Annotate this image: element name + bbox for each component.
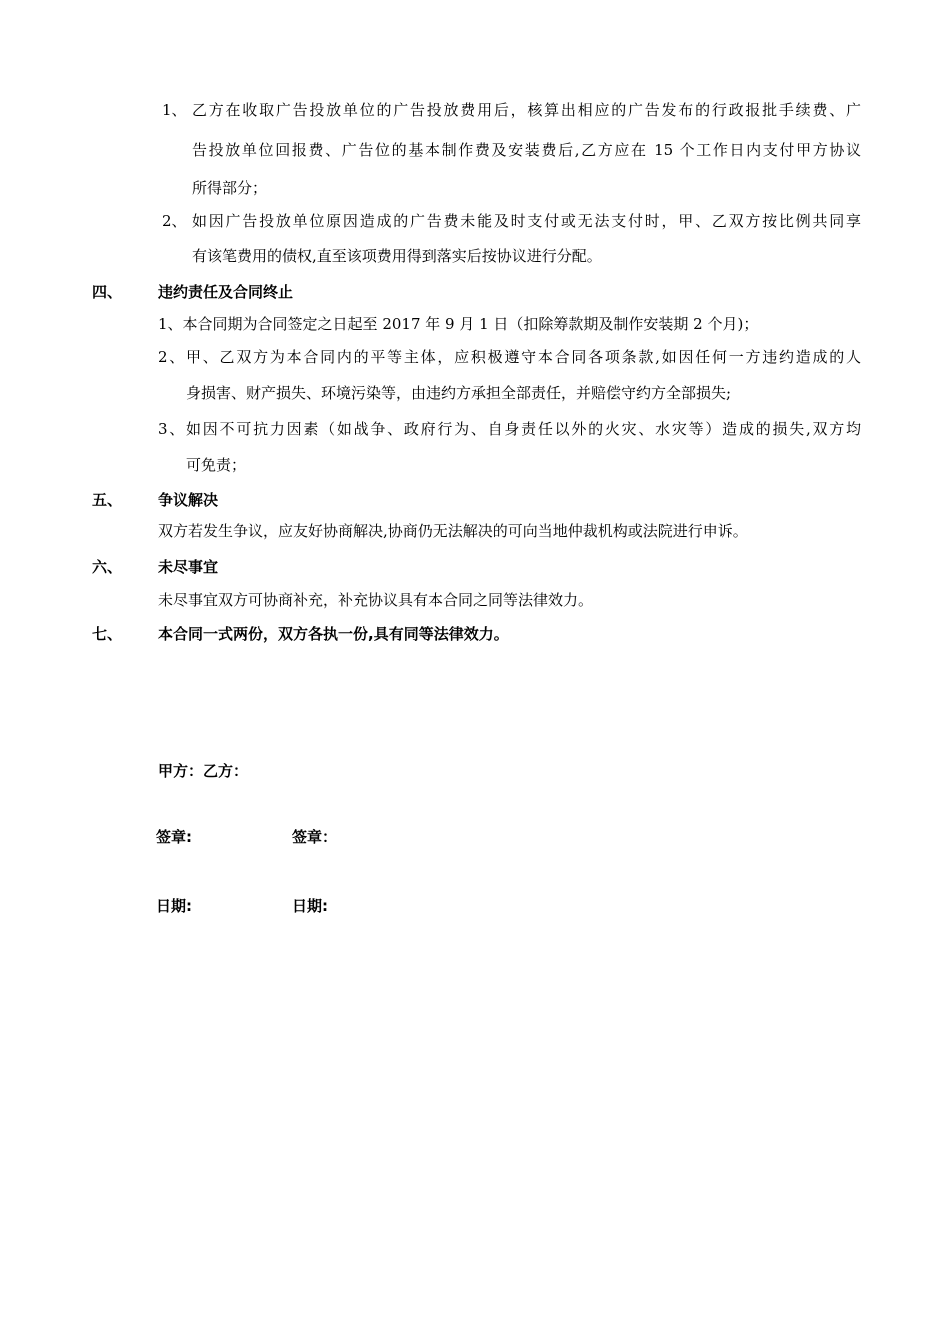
section-number: 六、: [92, 558, 123, 576]
section-number: 五、: [92, 491, 123, 509]
section-heading: 未尽事宜: [158, 558, 219, 576]
paragraph-line: 1、本合同期为合同签定之日起至 2017 年 9 月 1 日（扣除筹款期及制作安装期 2 个月)；: [158, 315, 759, 333]
paragraph-line: 3、如因不可抗力因素（如战争、政府行为、自身责任以外的火灾、水灾等）造成的损失,双方均: [158, 420, 861, 438]
item-number: 1、: [162, 101, 187, 119]
signature-seal-party-a: 签章:: [156, 828, 192, 846]
section-heading: 争议解决: [158, 491, 219, 509]
item-number: 2、: [162, 212, 187, 230]
paragraph-line: 告投放单位回报费、广告位的基本制作费及安装费后,乙方应在 15 个工作日内支付甲方协议: [192, 141, 861, 159]
paragraph-line: 乙方在收取广告投放单位的广告投放费用后，核算出相应的广告发布的行政报批手续费、广: [192, 101, 861, 119]
paragraph-line: 有该笔费用的债权,直至该项费用得到落实后按协议进行分配。: [192, 247, 602, 265]
section-heading: 违约责任及合同终止: [158, 283, 294, 301]
signature-date-party-b: 日期:: [292, 897, 328, 915]
paragraph-line: 双方若发生争议，应友好协商解决,协商仍无法解决的可向当地仲裁机构或法院进行申诉。: [158, 522, 748, 540]
paragraph-line: 2、甲、乙双方为本合同内的平等主体，应积极遵守本合同各项条款,如因任何一方违约造成的人: [158, 348, 861, 366]
signature-seal-party-b: 签章：: [292, 828, 338, 846]
signature-parties: 甲方：乙方：: [158, 762, 249, 780]
paragraph-line: 身损害、财产损失、环境污染等，由违约方承担全部责任，并赔偿守约方全部损失;: [186, 384, 732, 402]
paragraph-line: 可免责；: [186, 456, 247, 474]
paragraph-line: 所得部分；: [192, 179, 268, 197]
paragraph-line: 如因广告投放单位原因造成的广告费未能及时支付或无法支付时，甲、乙双方按比例共同享: [192, 212, 861, 230]
section-heading: 本合同一式两份，双方各执一份,具有同等法律效力。: [158, 625, 509, 643]
paragraph-line: 未尽事宜双方可协商补充，补充协议具有本合同之同等法律效力。: [158, 591, 594, 609]
section-number: 七、: [92, 625, 123, 643]
signature-date-party-a: 日期:: [156, 897, 192, 915]
section-number: 四、: [92, 283, 123, 301]
